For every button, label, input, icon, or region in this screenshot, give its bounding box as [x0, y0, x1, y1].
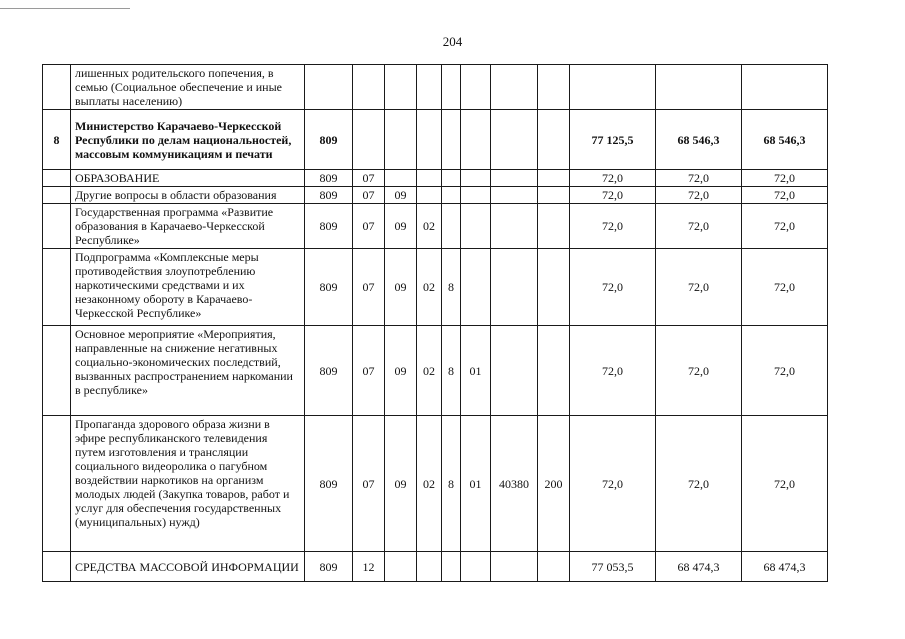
budget-table	[42, 64, 828, 582]
row-index	[43, 170, 71, 187]
activity-code	[461, 110, 491, 170]
row-index	[43, 204, 71, 249]
amount-year-2: 72,0	[656, 416, 742, 552]
section-code: 07	[353, 170, 385, 187]
ministry-code: 809	[305, 170, 353, 187]
amount-year-1	[570, 65, 656, 110]
amount-year-3: 72,0	[742, 326, 828, 416]
expense-type-code: 200	[538, 416, 570, 552]
row-index	[43, 187, 71, 204]
subsection-code	[385, 65, 417, 110]
table-row	[43, 552, 828, 582]
activity-code	[461, 552, 491, 582]
page-number: 204	[442, 34, 463, 49]
table-row	[43, 187, 828, 204]
section-code: 07	[353, 249, 385, 326]
subprogram-code	[442, 170, 461, 187]
subsection-code: 09	[385, 249, 417, 326]
ministry-code: 809	[305, 552, 353, 582]
amount-year-2: 72,0	[656, 326, 742, 416]
row-name: Подпрограмма «Комплексные меры противодействия злоупотреблению наркотическими средствами и их незаконному обороту в Карачаево-Черкесской Республике»	[71, 249, 305, 326]
amount-year-1: 77 125,5	[570, 110, 656, 170]
activity-code	[461, 65, 491, 110]
ministry-code	[305, 65, 353, 110]
program-code: 02	[417, 326, 442, 416]
expense-type-code	[538, 170, 570, 187]
subsection-code: 09	[385, 204, 417, 249]
row-name: Министерство Карачаево-Черкесской Республики по делам национальностей, массовым коммуникациям и печати	[71, 110, 305, 170]
amount-year-3: 72,0	[742, 204, 828, 249]
amount-year-1: 72,0	[570, 416, 656, 552]
amount-year-2: 72,0	[656, 204, 742, 249]
direction-code	[491, 110, 538, 170]
section-code: 07	[353, 416, 385, 552]
amount-year-2	[656, 65, 742, 110]
activity-code	[461, 204, 491, 249]
program-code	[417, 187, 442, 204]
section-code: 07	[353, 204, 385, 249]
subsection-code	[385, 552, 417, 582]
subprogram-code	[442, 552, 461, 582]
table-row	[43, 249, 828, 326]
ministry-code: 809	[305, 110, 353, 170]
direction-code: 40380	[491, 416, 538, 552]
program-code	[417, 170, 442, 187]
amount-year-3: 72,0	[742, 416, 828, 552]
activity-code	[461, 170, 491, 187]
row-index	[43, 65, 71, 110]
ministry-code: 809	[305, 326, 353, 416]
row-index	[43, 416, 71, 552]
scan-artifact-line	[0, 8, 130, 9]
row-index	[43, 552, 71, 582]
direction-code	[491, 326, 538, 416]
subsection-code: 09	[385, 416, 417, 552]
table-row	[43, 204, 828, 249]
section-code: 12	[353, 552, 385, 582]
expense-type-code	[538, 65, 570, 110]
direction-code	[491, 552, 538, 582]
activity-code	[461, 187, 491, 204]
subsection-code	[385, 170, 417, 187]
activity-code	[461, 249, 491, 326]
subprogram-code	[442, 204, 461, 249]
program-code	[417, 65, 442, 110]
row-name: ОБРАЗОВАНИЕ	[71, 170, 305, 187]
ministry-code: 809	[305, 204, 353, 249]
row-name: СРЕДСТВА МАССОВОЙ ИНФОРМАЦИИ	[71, 552, 305, 582]
direction-code	[491, 249, 538, 326]
row-index: 8	[43, 110, 71, 170]
table-row	[43, 326, 828, 416]
direction-code	[491, 65, 538, 110]
row-name: Другие вопросы в области образования	[71, 187, 305, 204]
amount-year-2: 72,0	[656, 170, 742, 187]
row-name: Государственная программа «Развитие образования в Карачаево-Черкесской Республике»	[71, 204, 305, 249]
program-code	[417, 552, 442, 582]
program-code: 02	[417, 249, 442, 326]
table-row	[43, 65, 828, 110]
ministry-code: 809	[305, 187, 353, 204]
subprogram-code: 8	[442, 249, 461, 326]
direction-code	[491, 204, 538, 249]
table-row	[43, 416, 828, 552]
subprogram-code: 8	[442, 416, 461, 552]
amount-year-2: 68 546,3	[656, 110, 742, 170]
amount-year-1: 77 053,5	[570, 552, 656, 582]
ministry-code: 809	[305, 249, 353, 326]
amount-year-3: 68 546,3	[742, 110, 828, 170]
expense-type-code	[538, 187, 570, 204]
activity-code: 01	[461, 326, 491, 416]
amount-year-3: 72,0	[742, 170, 828, 187]
expense-type-code	[538, 249, 570, 326]
amount-year-2: 68 474,3	[656, 552, 742, 582]
amount-year-2: 72,0	[656, 187, 742, 204]
direction-code	[491, 170, 538, 187]
expense-type-code	[538, 326, 570, 416]
subprogram-code: 8	[442, 326, 461, 416]
table-row	[43, 170, 828, 187]
amount-year-1: 72,0	[570, 187, 656, 204]
amount-year-1: 72,0	[570, 326, 656, 416]
row-name: лишенных родительского попечения, в семью (Социальное обеспечение и иные выплаты населению)	[71, 65, 305, 110]
ministry-code: 809	[305, 416, 353, 552]
amount-year-1: 72,0	[570, 204, 656, 249]
expense-type-code	[538, 552, 570, 582]
amount-year-2: 72,0	[656, 249, 742, 326]
amount-year-3: 72,0	[742, 249, 828, 326]
direction-code	[491, 187, 538, 204]
amount-year-3	[742, 65, 828, 110]
row-index	[43, 249, 71, 326]
expense-type-code	[538, 204, 570, 249]
table-row	[43, 110, 828, 170]
subsection-code	[385, 110, 417, 170]
subsection-code: 09	[385, 187, 417, 204]
section-code: 07	[353, 187, 385, 204]
program-code	[417, 110, 442, 170]
section-code	[353, 65, 385, 110]
expense-type-code	[538, 110, 570, 170]
program-code: 02	[417, 204, 442, 249]
section-code	[353, 110, 385, 170]
activity-code: 01	[461, 416, 491, 552]
amount-year-1: 72,0	[570, 170, 656, 187]
amount-year-1: 72,0	[570, 249, 656, 326]
section-code: 07	[353, 326, 385, 416]
subprogram-code	[442, 65, 461, 110]
subprogram-code	[442, 187, 461, 204]
program-code: 02	[417, 416, 442, 552]
row-index	[43, 326, 71, 416]
amount-year-3: 68 474,3	[742, 552, 828, 582]
subprogram-code	[442, 110, 461, 170]
amount-year-3: 72,0	[742, 187, 828, 204]
row-name: Основное мероприятие «Мероприятия, направленные на снижение негативных социально-экономических последствий, вызванных распространением наркомании в республике»	[71, 326, 305, 416]
row-name: Пропаганда здорового образа жизни в эфире республиканского телевидения путем изготовления и трансляции социального видеоролика о пагубном воздействии наркотиков на организм молодых людей (Закупка товаров, работ и услуг для обеспечения государственных (муниципальных) нужд)	[71, 416, 305, 552]
subsection-code: 09	[385, 326, 417, 416]
